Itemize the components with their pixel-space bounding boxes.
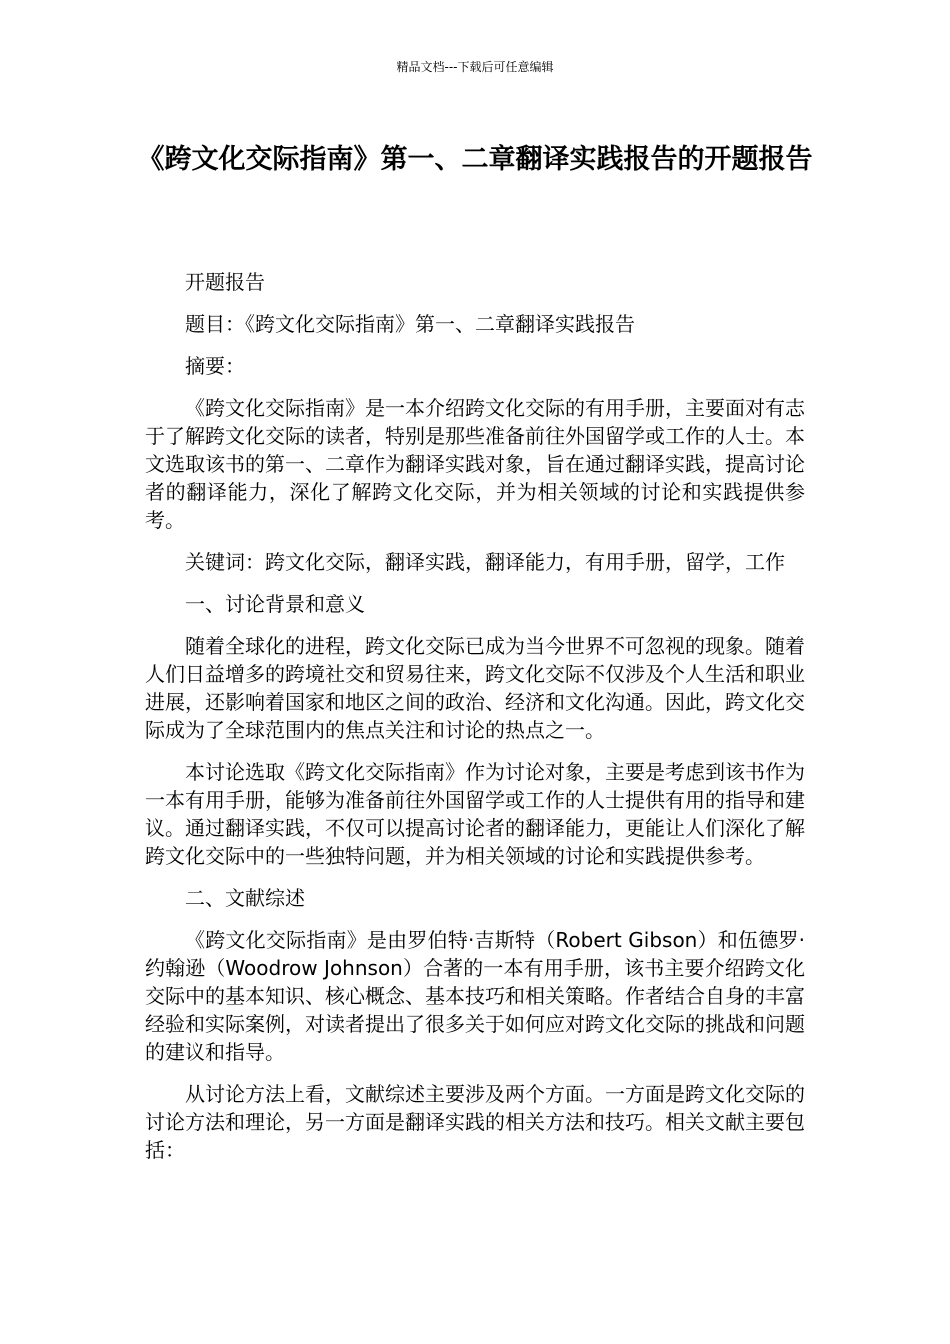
- document-title: 《跨文化交际指南》第一、二章翻译实践报告的开题报告: [137, 144, 813, 175]
- abstract-paragraph: 《跨文化交际指南》是一本介绍跨文化交际的有用手册，主要面对有志于了解跨文化交际的读者，特别是那些准备前往外国留学或工作的人士。本文选取该书的第一、二章作为翻译实践对象，旨在通过翻译实践，提高讨论者的翻译能力，深化了解跨文化交际，并为相关领域的讨论和实践提供参考。: [145, 396, 805, 532]
- section-heading-background: 一、讨论背景和意义: [185, 592, 365, 616]
- background-paragraph-1: 随着全球化的进程，跨文化交际已成为当今世界不可忽视的现象。随着人们日益增多的跨境社交和贸易往来，跨文化交际不仅涉及个人生活和职业进展，还影响着国家和地区之间的政治、经济和文化沟通。因此，跨文化交际成为了全球范围内的焦点关注和讨论的热点之一。: [145, 634, 805, 742]
- literature-paragraph-1: 《跨文化交际指南》是由罗伯特·吉斯特（Robert Gibson）和伍德罗·约翰逊（Woodrow Johnson）合著的一本有用手册，该书主要介绍跨文化交际中的基本知识、核心概念、基本技巧和相关策略。作者结合自身的丰富经验和实际案例，对读者提出了很多关于如何应对跨文化交际的挑战和问题的建议和指导。: [145, 928, 805, 1064]
- background-paragraph-2: 本讨论选取《跨文化交际指南》作为讨论对象，主要是考虑到该书作为一本有用手册，能够为准备前往外国留学或工作的人士提供有用的指导和建议。通过翻译实践，不仅可以提高讨论者的翻译能力，更能让人们深化了解跨文化交际中的一些独特问题，并为相关领域的讨论和实践提供参考。: [145, 760, 805, 868]
- literature-paragraph-2: 从讨论方法上看，文献综述主要涉及两个方面。一方面是跨文化交际的讨论方法和理论，另一方面是翻译实践的相关方法和技巧。相关文献主要包括：: [145, 1082, 805, 1162]
- topic-line: 题目：《跨文化交际指南》第一、二章翻译实践报告: [185, 312, 635, 336]
- keywords-paragraph: 关键词：跨文化交际，翻译实践，翻译能力，有用手册，留学，工作: [185, 550, 785, 574]
- section-heading-literature: 二、文献综述: [185, 886, 305, 910]
- abstract-label: 摘要：: [185, 354, 245, 378]
- section-label: 开题报告: [185, 270, 265, 294]
- header-note: 精品文档---下载后可任意编辑: [396, 60, 554, 74]
- document-body: [145, 268, 805, 1178]
